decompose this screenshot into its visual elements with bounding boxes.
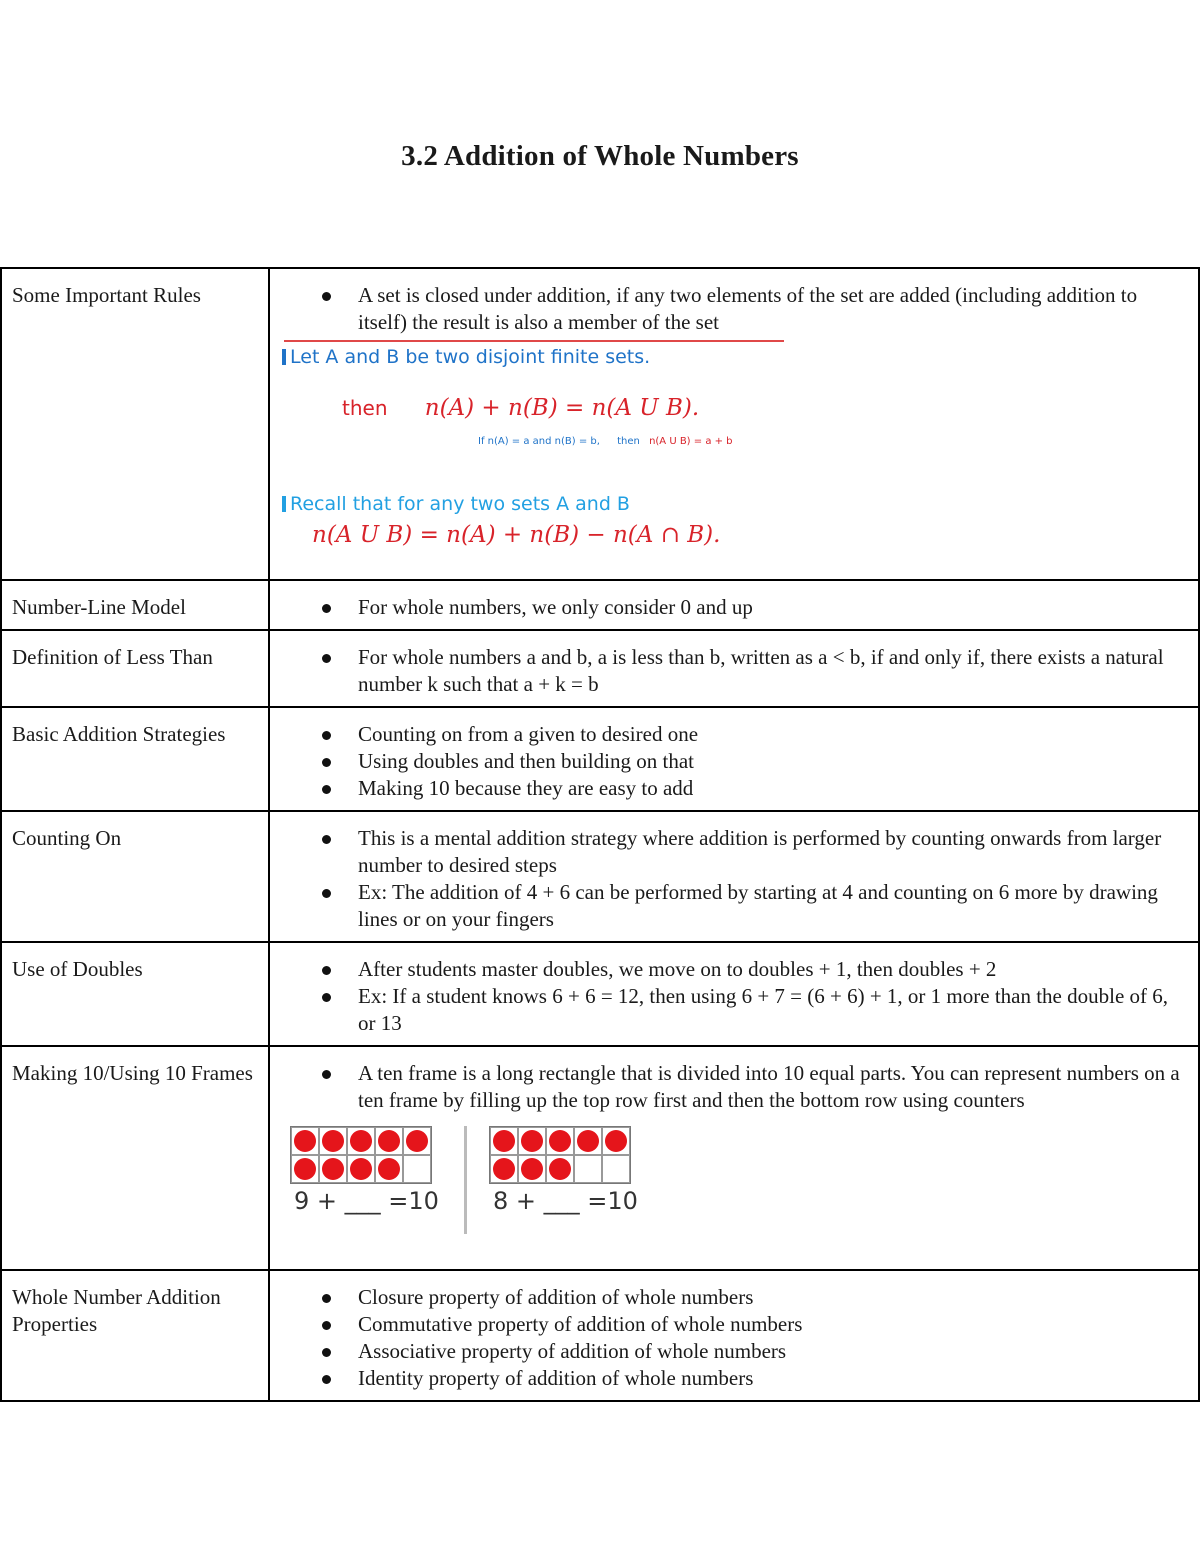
- table-row: [1, 1046, 1199, 1270]
- table-row: [1, 580, 1199, 630]
- let-line: Let A and B be two disjoint finite sets.: [282, 344, 1190, 371]
- bullet-list: [278, 282, 1190, 336]
- bullet-list: [278, 644, 1190, 698]
- counter-dot: [493, 1158, 515, 1180]
- ten-frame: [489, 1126, 639, 1215]
- list-item: A ten frame is a long rectangle that is divided into 10 equal parts. You can represent numbers on a ten frame by filling up the top row first and then the bottom row using counters: [358, 1060, 1190, 1114]
- term-cell: Basic Addition Strategies: [1, 707, 269, 811]
- term-cell: Counting On: [1, 811, 269, 942]
- description-cell: [269, 1270, 1199, 1401]
- ten-frame-cell: [403, 1127, 431, 1155]
- ten-frame-cell: [319, 1155, 347, 1183]
- list-item: Counting on from a given to desired one: [358, 721, 1190, 748]
- ten-frames-figure: [278, 1126, 1190, 1234]
- counter-dot: [350, 1130, 372, 1152]
- term-cell: Definition of Less Than: [1, 630, 269, 707]
- list-item: Closure property of addition of whole numbers: [358, 1284, 1190, 1311]
- description-cell: [269, 811, 1199, 942]
- union-equation: then n(A) + n(B) = n(A U B).: [342, 395, 700, 421]
- bullet-list: [278, 594, 1190, 621]
- notes-table: [0, 267, 1200, 1402]
- counter-dot: [521, 1158, 543, 1180]
- list-item: For whole numbers, we only consider 0 and up: [358, 594, 1190, 621]
- description-cell: [269, 942, 1199, 1046]
- table-row: [1, 811, 1199, 942]
- ten-frame-cell: [574, 1127, 602, 1155]
- marker-icon: [282, 349, 286, 365]
- ten-frame-cell: [375, 1127, 403, 1155]
- bullet-list: [278, 956, 1190, 1037]
- counter-dot: [549, 1158, 571, 1180]
- list-item: After students master doubles, we move on to doubles + 1, then doubles + 2: [358, 956, 1190, 983]
- divider: [284, 340, 784, 342]
- description-cell: [269, 268, 1199, 580]
- description-cell: [269, 1046, 1199, 1270]
- bullet-list: [278, 1060, 1190, 1114]
- term-cell: Whole Number Addition Properties: [1, 1270, 269, 1401]
- ten-frame-label: 8 + ___ =10: [493, 1187, 638, 1215]
- table-row: [1, 630, 1199, 707]
- list-item: Ex: If a student knows 6 + 6 = 12, then using 6 + 7 = (6 + 6) + 1, or 1 more than the double of 6, or 13: [358, 983, 1190, 1037]
- counter-dot: [378, 1130, 400, 1152]
- ten-frame-cell: [574, 1155, 602, 1183]
- divider: [464, 1126, 467, 1234]
- counter-dot: [549, 1130, 571, 1152]
- list-item: Identity property of addition of whole numbers: [358, 1365, 1190, 1392]
- bullet-list: [278, 825, 1190, 933]
- list-item: A set is closed under addition, if any two elements of the set are added (including addition to itself) the result is also a member of the set: [358, 282, 1190, 336]
- recall-line: Recall that for any two sets A and B: [282, 491, 1190, 518]
- counter-dot: [294, 1130, 316, 1152]
- ten-frame-cell: [291, 1127, 319, 1155]
- bullet-list: [278, 721, 1190, 802]
- term-cell: Some Important Rules: [1, 268, 269, 580]
- inclusion-exclusion-equation: n(A U B) = n(A) + n(B) − n(A ∩ B).: [312, 522, 721, 548]
- counter-dot: [350, 1158, 372, 1180]
- description-cell: [269, 580, 1199, 630]
- ten-frame-cell: [403, 1155, 431, 1183]
- counter-dot: [322, 1158, 344, 1180]
- table-row: [1, 1270, 1199, 1401]
- list-item: Commutative property of addition of whole numbers: [358, 1311, 1190, 1338]
- ten-frame-cell: [546, 1127, 574, 1155]
- ten-frame-cell: [347, 1155, 375, 1183]
- counter-dot: [322, 1130, 344, 1152]
- list-item: Making 10 because they are easy to add: [358, 775, 1190, 802]
- page-title: 3.2 Addition of Whole Numbers: [401, 140, 799, 172]
- ten-frame-label: 9 + ___ =10: [294, 1187, 439, 1215]
- table-row: [1, 268, 1199, 580]
- counter-dot: [294, 1158, 316, 1180]
- counter-dot: [605, 1130, 627, 1152]
- term-cell: Number-Line Model: [1, 580, 269, 630]
- ten-frame-cell: [602, 1127, 630, 1155]
- description-cell: [269, 707, 1199, 811]
- ten-frame-cell: [319, 1127, 347, 1155]
- list-item: Using doubles and then building on that: [358, 748, 1190, 775]
- counter-dot: [521, 1130, 543, 1152]
- ten-frame-cell: [602, 1155, 630, 1183]
- ten-frame-cell: [546, 1155, 574, 1183]
- ten-frame-cell: [490, 1127, 518, 1155]
- counter-dot: [378, 1158, 400, 1180]
- ten-frame-cell: [347, 1127, 375, 1155]
- term-cell: Making 10/Using 10 Frames: [1, 1046, 269, 1270]
- ten-frame-cell: [518, 1127, 546, 1155]
- bullet-list: [278, 1284, 1190, 1392]
- formula-block: [278, 344, 1190, 549]
- list-item: For whole numbers a and b, a is less than b, written as a < b, if and only if, there exists a natural number k such that a + k = b: [358, 644, 1190, 698]
- counter-dot: [577, 1130, 599, 1152]
- table-row: [1, 707, 1199, 811]
- counter-dot: [406, 1130, 428, 1152]
- ten-frame-cell: [518, 1155, 546, 1183]
- ten-frame-cell: [291, 1155, 319, 1183]
- table-row: [1, 942, 1199, 1046]
- ten-frame-grid: [489, 1126, 631, 1184]
- ten-frame: [290, 1126, 440, 1215]
- term-cell: Use of Doubles: [1, 942, 269, 1046]
- counter-dot: [493, 1130, 515, 1152]
- list-item: Ex: The addition of 4 + 6 can be performed by starting at 4 and counting on 6 more by drawing lines or on your fingers: [358, 879, 1190, 933]
- list-item: Associative property of addition of whole numbers: [358, 1338, 1190, 1365]
- ten-frame-cell: [375, 1155, 403, 1183]
- ten-frame-grid: [290, 1126, 432, 1184]
- marker-icon: [282, 496, 286, 512]
- description-cell: [269, 630, 1199, 707]
- list-item: This is a mental addition strategy where addition is performed by counting onwards from larger number to desired steps: [358, 825, 1190, 879]
- small-note: If n(A) = a and n(B) = b, then n(A U B) = a + b: [478, 436, 733, 447]
- ten-frame-cell: [490, 1155, 518, 1183]
